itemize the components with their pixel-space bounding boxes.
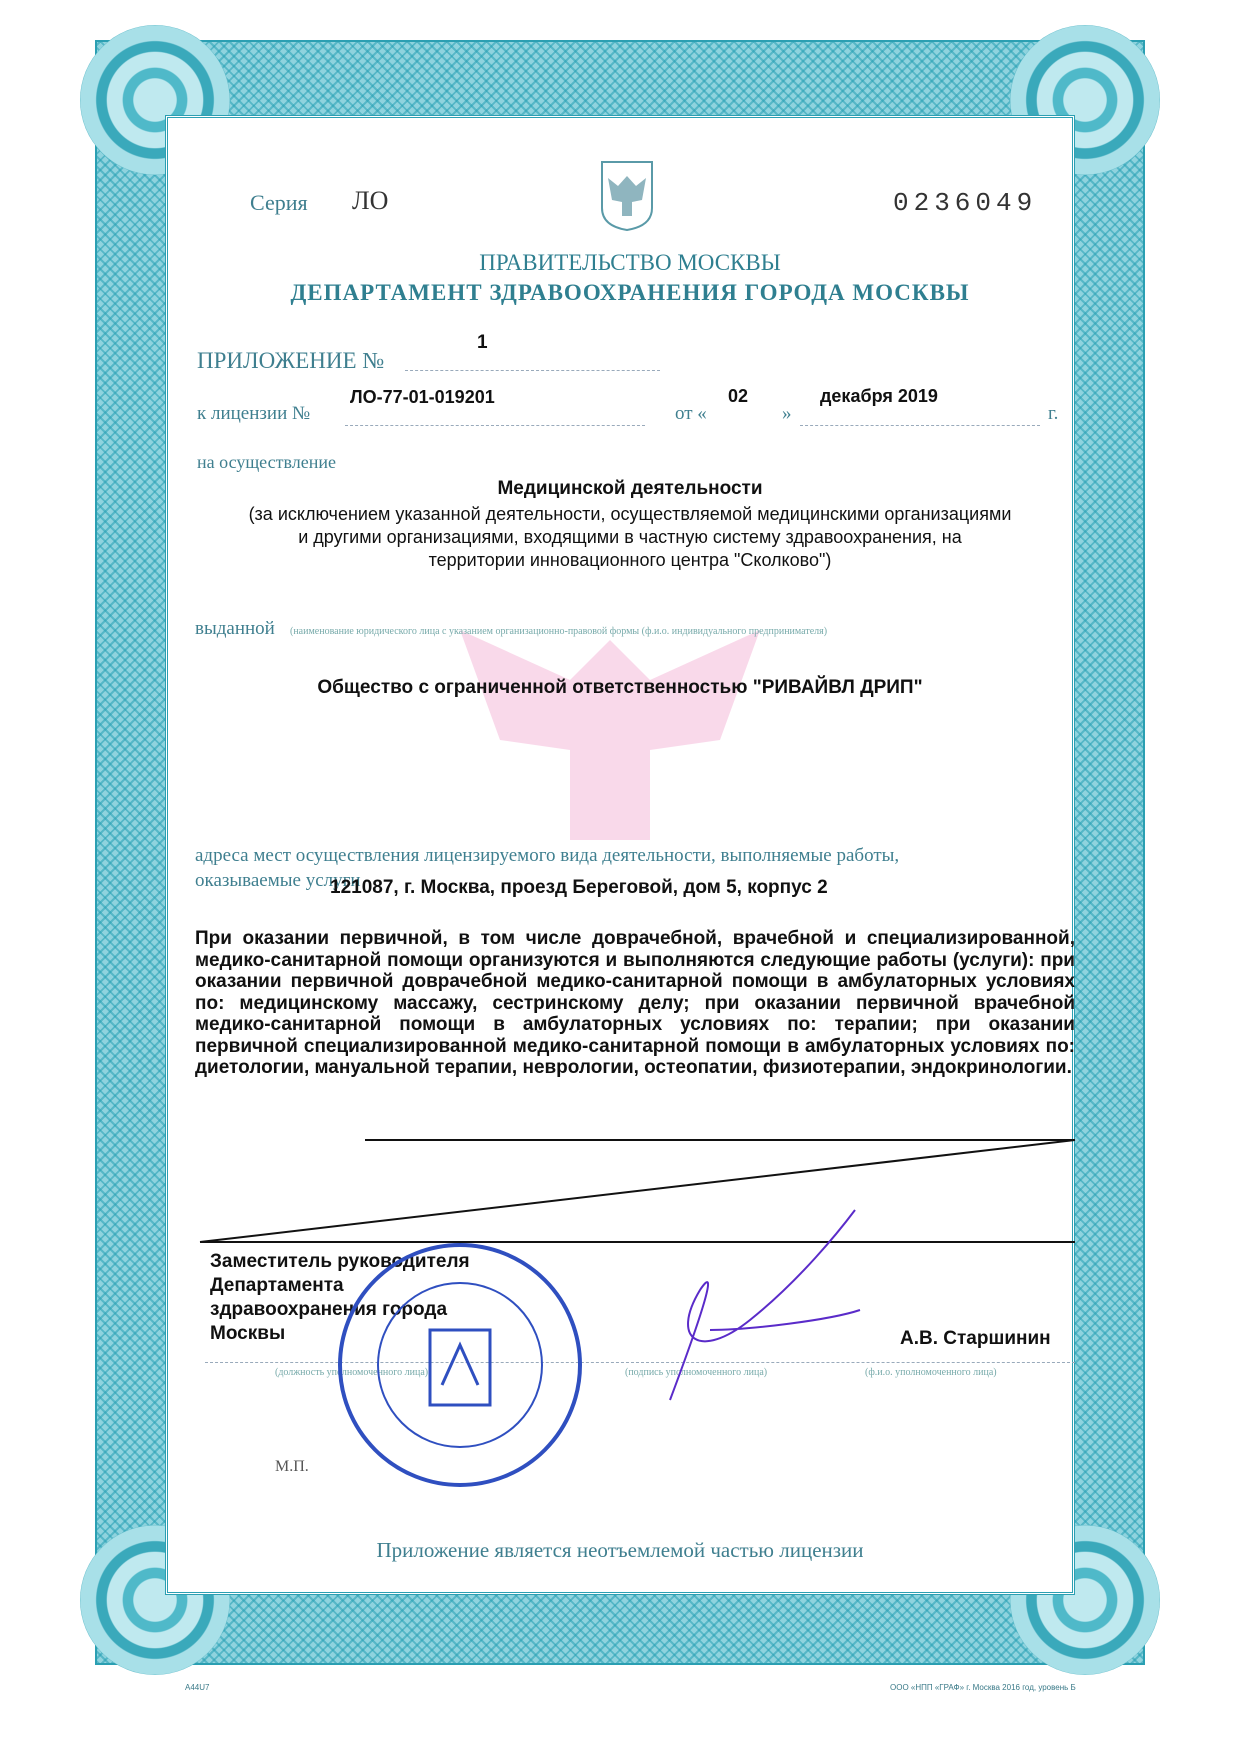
form-code: А44U7 <box>185 1683 210 1692</box>
signatory-name: А.В. Старшинин <box>900 1328 1051 1349</box>
activity-description-line: территории инновационного центра "Сколково") <box>428 550 832 570</box>
printer-info: ООО «НПП «ГРАФ» г. Москва 2016 год, уровень Б <box>890 1683 1076 1692</box>
license-label: к лицензии № <box>197 403 311 424</box>
company-name: Общество с ограниченной ответственностью "РИВАЙВЛ ДРИП" <box>317 677 923 698</box>
license-month-year: декабря 2019 <box>820 386 938 406</box>
series-label: Серия <box>250 190 308 215</box>
series-value: ЛО <box>352 186 389 215</box>
address-value: 121087, г. Москва, проезд Береговой, дом 5, корпус 2 <box>330 877 828 898</box>
official-stamp <box>330 1235 590 1495</box>
strike-through-lines <box>190 1130 1080 1260</box>
issued-to-label: выданной <box>195 618 275 639</box>
year-suffix: г. <box>1048 403 1059 424</box>
license-number: ЛО-77-01-019201 <box>350 387 495 407</box>
handwritten-signature <box>640 1200 870 1420</box>
signatory-position: Заместитель руководителя Департамента здравоохранения города Москвы <box>210 1251 470 1344</box>
address-label: адреса мест осуществления лицензируемого вида деятельности, выполняемые работы, <box>195 845 900 866</box>
date-from-label: от « <box>675 403 707 424</box>
services-description: При оказании первичной, в том числе доврачебной, врачебной и специализированной, медико-санитарной помощи организуются и выполняются следующие работы (услуги): при оказании первичной доврачебной медико-санитарной помощи в амбулаторных условиях по: медицинскому массажу, сестринскому делу; при оказании первичной врачебной медико-санитарной помощи в амбулаторных условиях по: терапии; при оказании первичной специализированной медико-санитарной помощи в амбулаторных условиях по: диетологии, мануальной терапии, неврологии, остеопатии, физиотерапии, эндокринологии. <box>195 928 1075 1078</box>
issued-to-hint: (наименование юридического лица с указанием организационно-правовой формы (ф.и.о. индивидуального предпринимателя) <box>290 626 828 637</box>
activity-title: Медицинской деятельности <box>497 478 763 499</box>
name-hint: (ф.и.о. уполномоченного лица) <box>865 1367 997 1378</box>
license-day: 02 <box>728 386 749 406</box>
appendix-label: ПРИЛОЖЕНИЕ № <box>197 348 385 373</box>
activity-description-line: и другими организациями, входящими в частную систему здравоохранения, на <box>298 527 962 547</box>
signature-hint: (подпись уполномоченного лица) <box>625 1367 768 1378</box>
eagle-watermark <box>420 600 800 860</box>
address-label-2: оказываемые услуги <box>195 870 361 891</box>
appendix-number: 1 <box>477 332 488 353</box>
date-close-quote: » <box>782 403 792 424</box>
stamp-place-label: М.П. <box>275 1458 309 1475</box>
government-title: ПРАВИТЕЛЬСТВО МОСКВЫ <box>479 250 781 275</box>
position-hint: (должность уполномоченного лица) <box>275 1367 429 1378</box>
department-title: ДЕПАРТАМЕНТ ЗДРАВООХРАНЕНИЯ ГОРОДА МОСКВЫ <box>290 280 970 305</box>
activity-label: на осуществление <box>197 452 336 472</box>
footer-note: Приложение является неотъемлемой частью лицензии <box>376 1538 864 1562</box>
activity-description-line: (за исключением указанной деятельности, осуществляемой медицинскими организациями <box>248 504 1012 524</box>
form-number: 0236049 <box>893 188 1038 218</box>
russian-coat-of-arms-icon <box>598 158 656 233</box>
